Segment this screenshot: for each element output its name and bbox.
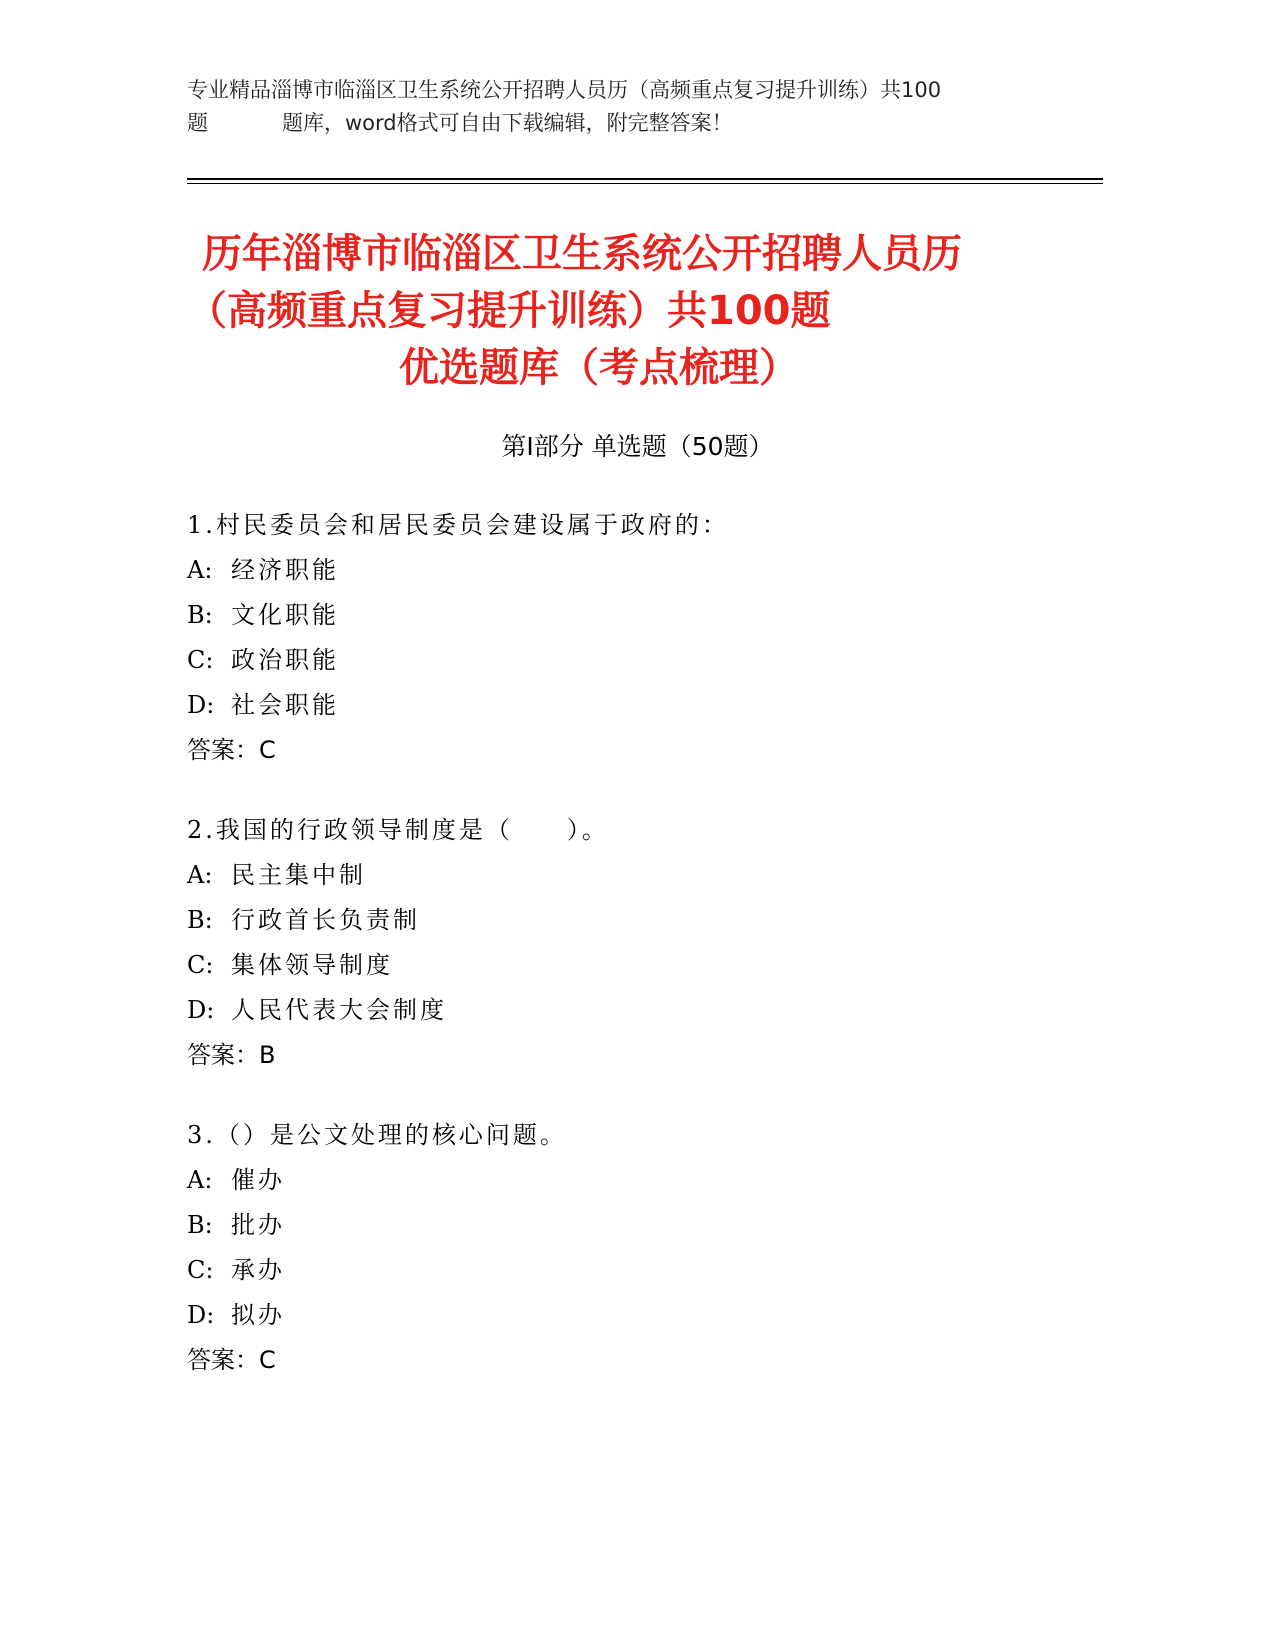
option-c <box>187 638 1087 683</box>
option-label: B: <box>187 1211 213 1239</box>
header-note-line-2 <box>187 107 1087 140</box>
title-line-2: （高频重点复习提升训练）共100题 <box>187 288 831 334</box>
option-text: 批办 <box>231 1211 285 1239</box>
option-c <box>187 1248 1087 1293</box>
question-3 <box>187 1113 1087 1383</box>
option-text: 民主集中制 <box>231 861 366 889</box>
option-text: 集体领导制度 <box>231 951 393 979</box>
question-stem: 1.村民委员会和居民委员会建设属于政府的： <box>187 511 729 539</box>
option-label: C: <box>187 646 214 674</box>
option-label: B: <box>187 906 213 934</box>
document-title <box>187 226 1103 397</box>
option-b <box>187 898 1087 943</box>
question-stem: 3.（）是公文处理的核心问题。 <box>187 1121 567 1149</box>
option-label: A: <box>187 861 213 889</box>
option-text: 政治职能 <box>231 646 339 674</box>
option-label: D: <box>187 691 215 719</box>
option-text: 社会职能 <box>231 691 339 719</box>
header-note-line-1: 专业精品淄博市临淄区卫生系统公开招聘人员历（高频重点复习提升训练）共100 <box>187 78 942 102</box>
option-d <box>187 988 1087 1033</box>
title-line-1: 历年淄博市临淄区卫生系统公开招聘人员历 <box>202 231 962 277</box>
section-heading: 第Ⅰ部分 单选题（50题） <box>501 432 774 461</box>
option-label: C: <box>187 951 214 979</box>
option-label: A: <box>187 1166 213 1194</box>
question-stem: 2.我国的行政领导制度是（ ）。 <box>187 816 609 844</box>
option-label: A: <box>187 556 213 584</box>
answer-line: 答案：B <box>187 1041 276 1069</box>
header-divider-thick <box>187 178 1103 180</box>
option-text: 承办 <box>231 1256 285 1284</box>
option-b <box>187 1203 1087 1248</box>
option-text: 拟办 <box>231 1301 285 1329</box>
option-text: 催办 <box>231 1166 285 1194</box>
option-a <box>187 548 1087 593</box>
header-note <box>187 74 1087 140</box>
option-c <box>187 943 1087 988</box>
option-text: 行政首长负责制 <box>231 906 420 934</box>
option-label: C: <box>187 1256 214 1284</box>
title-line-3: 优选题库（考点梳理） <box>399 345 799 391</box>
option-text: 经济职能 <box>231 556 339 584</box>
header-note-line-2-rest: 题库，word格式可自由下载编辑，附完整答案！ <box>282 111 733 135</box>
answer-line: 答案：C <box>187 736 276 764</box>
option-a <box>187 1158 1087 1203</box>
option-a <box>187 853 1087 898</box>
question-1 <box>187 503 1087 773</box>
option-label: D: <box>187 996 215 1024</box>
option-d <box>187 683 1087 728</box>
option-text: 人民代表大会制度 <box>231 996 447 1024</box>
question-2 <box>187 808 1087 1078</box>
answer-line: 答案：C <box>187 1346 276 1374</box>
option-text: 文化职能 <box>231 601 339 629</box>
option-d <box>187 1293 1087 1338</box>
header-note-line-2-start: 题 <box>187 111 208 135</box>
header-divider-thin <box>187 183 1103 184</box>
option-b <box>187 593 1087 638</box>
option-label: D: <box>187 1301 215 1329</box>
option-label: B: <box>187 601 213 629</box>
